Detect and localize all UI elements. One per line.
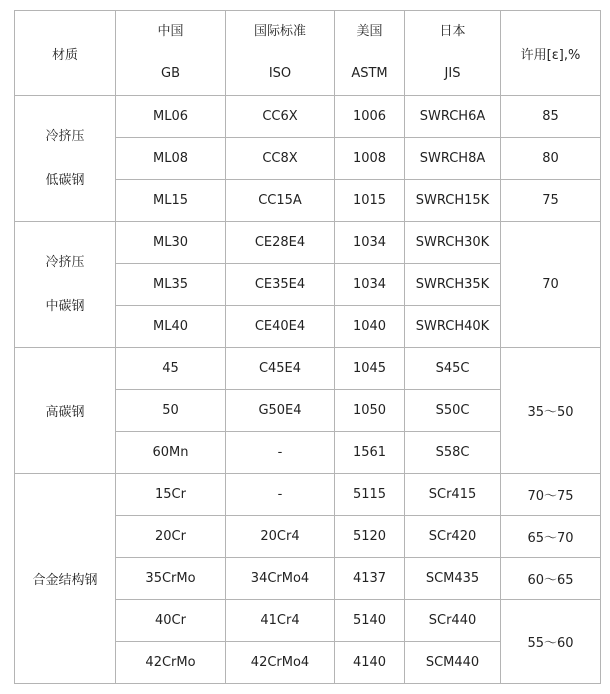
steel-material-table xyxy=(14,10,601,684)
cell-jis: SWRCH35K xyxy=(405,264,501,306)
cell-astm: 1561 xyxy=(335,432,405,474)
table-row xyxy=(15,96,601,138)
cell-jis: SWRCH40K xyxy=(405,306,501,348)
header-iso-code: ISO xyxy=(268,66,292,81)
cell-iso: - xyxy=(226,474,335,516)
cell-astm: 1045 xyxy=(335,348,405,390)
group-name-low-carbon xyxy=(15,96,116,222)
group-name-line: 低碳钢 xyxy=(45,172,85,188)
cell-iso: C45E4 xyxy=(226,348,335,390)
cell-astm: 5120 xyxy=(335,516,405,558)
header-jis-country: 日本 xyxy=(439,24,466,39)
cell-allowance: 70～75 xyxy=(501,474,601,516)
cell-gb: 35CrMo xyxy=(116,558,226,600)
group-name-line: 冷挤压 xyxy=(45,128,85,144)
cell-allowance: 70 xyxy=(501,222,601,348)
header-allowance: 许用[ε],% xyxy=(501,11,601,96)
header-iso xyxy=(226,11,335,96)
group-name-line: 中碳钢 xyxy=(45,298,85,314)
group-name-medium-carbon xyxy=(15,222,116,348)
cell-iso: - xyxy=(226,432,335,474)
header-astm xyxy=(335,11,405,96)
cell-jis: SWRCH6A xyxy=(405,96,501,138)
cell-iso: 42CrMo4 xyxy=(226,642,335,684)
cell-astm: 1040 xyxy=(335,306,405,348)
cell-allowance: 35～50 xyxy=(501,348,601,474)
cell-jis: SCr420 xyxy=(405,516,501,558)
cell-jis: SCM435 xyxy=(405,558,501,600)
cell-iso: CC6X xyxy=(226,96,335,138)
cell-jis: SCr440 xyxy=(405,600,501,642)
cell-gb: ML40 xyxy=(116,306,226,348)
cell-allowance: 75 xyxy=(501,180,601,222)
cell-gb: ML15 xyxy=(116,180,226,222)
cell-allowance: 65～70 xyxy=(501,516,601,558)
cell-gb: 20Cr xyxy=(116,516,226,558)
cell-iso: CC15A xyxy=(226,180,335,222)
header-gb-country: 中国 xyxy=(157,24,184,39)
cell-jis: S50C xyxy=(405,390,501,432)
cell-astm: 1015 xyxy=(335,180,405,222)
cell-iso: 41Cr4 xyxy=(226,600,335,642)
cell-iso: 34CrMo4 xyxy=(226,558,335,600)
cell-jis: SWRCH15K xyxy=(405,180,501,222)
cell-astm: 4137 xyxy=(335,558,405,600)
cell-gb: ML30 xyxy=(116,222,226,264)
group-name-high-carbon: 高碳钢 xyxy=(15,348,116,474)
cell-astm: 5140 xyxy=(335,600,405,642)
cell-jis: S58C xyxy=(405,432,501,474)
cell-iso: G50E4 xyxy=(226,390,335,432)
cell-iso: CE35E4 xyxy=(226,264,335,306)
cell-jis: SCr415 xyxy=(405,474,501,516)
header-gb xyxy=(116,11,226,96)
table-row xyxy=(15,474,601,516)
cell-astm: 1034 xyxy=(335,222,405,264)
cell-allowance: 55～60 xyxy=(501,600,601,684)
cell-allowance: 80 xyxy=(501,138,601,180)
header-astm-code: ASTM xyxy=(351,66,388,81)
header-material: 材质 xyxy=(15,11,116,96)
header-iso-name: 国际标准 xyxy=(253,24,306,39)
header-row xyxy=(15,11,601,96)
table-row xyxy=(15,348,601,390)
cell-gb: ML08 xyxy=(116,138,226,180)
group-name-alloy: 合金结构钢 xyxy=(15,474,116,684)
header-gb-code: GB xyxy=(161,66,180,81)
cell-gb: 45 xyxy=(116,348,226,390)
cell-jis: SWRCH8A xyxy=(405,138,501,180)
cell-astm: 4140 xyxy=(335,642,405,684)
cell-gb: 15Cr xyxy=(116,474,226,516)
cell-jis: SWRCH30K xyxy=(405,222,501,264)
cell-astm: 1008 xyxy=(335,138,405,180)
header-jis-code: JIS xyxy=(444,66,461,81)
cell-gb: 40Cr xyxy=(116,600,226,642)
header-astm-country: 美国 xyxy=(356,24,383,39)
cell-jis: SCM440 xyxy=(405,642,501,684)
cell-iso: 20Cr4 xyxy=(226,516,335,558)
cell-astm: 1050 xyxy=(335,390,405,432)
cell-gb: 42CrMo xyxy=(116,642,226,684)
group-name-line: 冷挤压 xyxy=(45,254,85,270)
header-jis xyxy=(405,11,501,96)
cell-iso: CE40E4 xyxy=(226,306,335,348)
cell-iso: CE28E4 xyxy=(226,222,335,264)
cell-astm: 1034 xyxy=(335,264,405,306)
cell-gb: 50 xyxy=(116,390,226,432)
cell-gb: ML35 xyxy=(116,264,226,306)
cell-iso: CC8X xyxy=(226,138,335,180)
cell-allowance: 85 xyxy=(501,96,601,138)
cell-allowance: 60～65 xyxy=(501,558,601,600)
cell-jis: S45C xyxy=(405,348,501,390)
table-row xyxy=(15,222,601,264)
cell-gb: 60Mn xyxy=(116,432,226,474)
cell-astm: 1006 xyxy=(335,96,405,138)
cell-gb: ML06 xyxy=(116,96,226,138)
cell-astm: 5115 xyxy=(335,474,405,516)
